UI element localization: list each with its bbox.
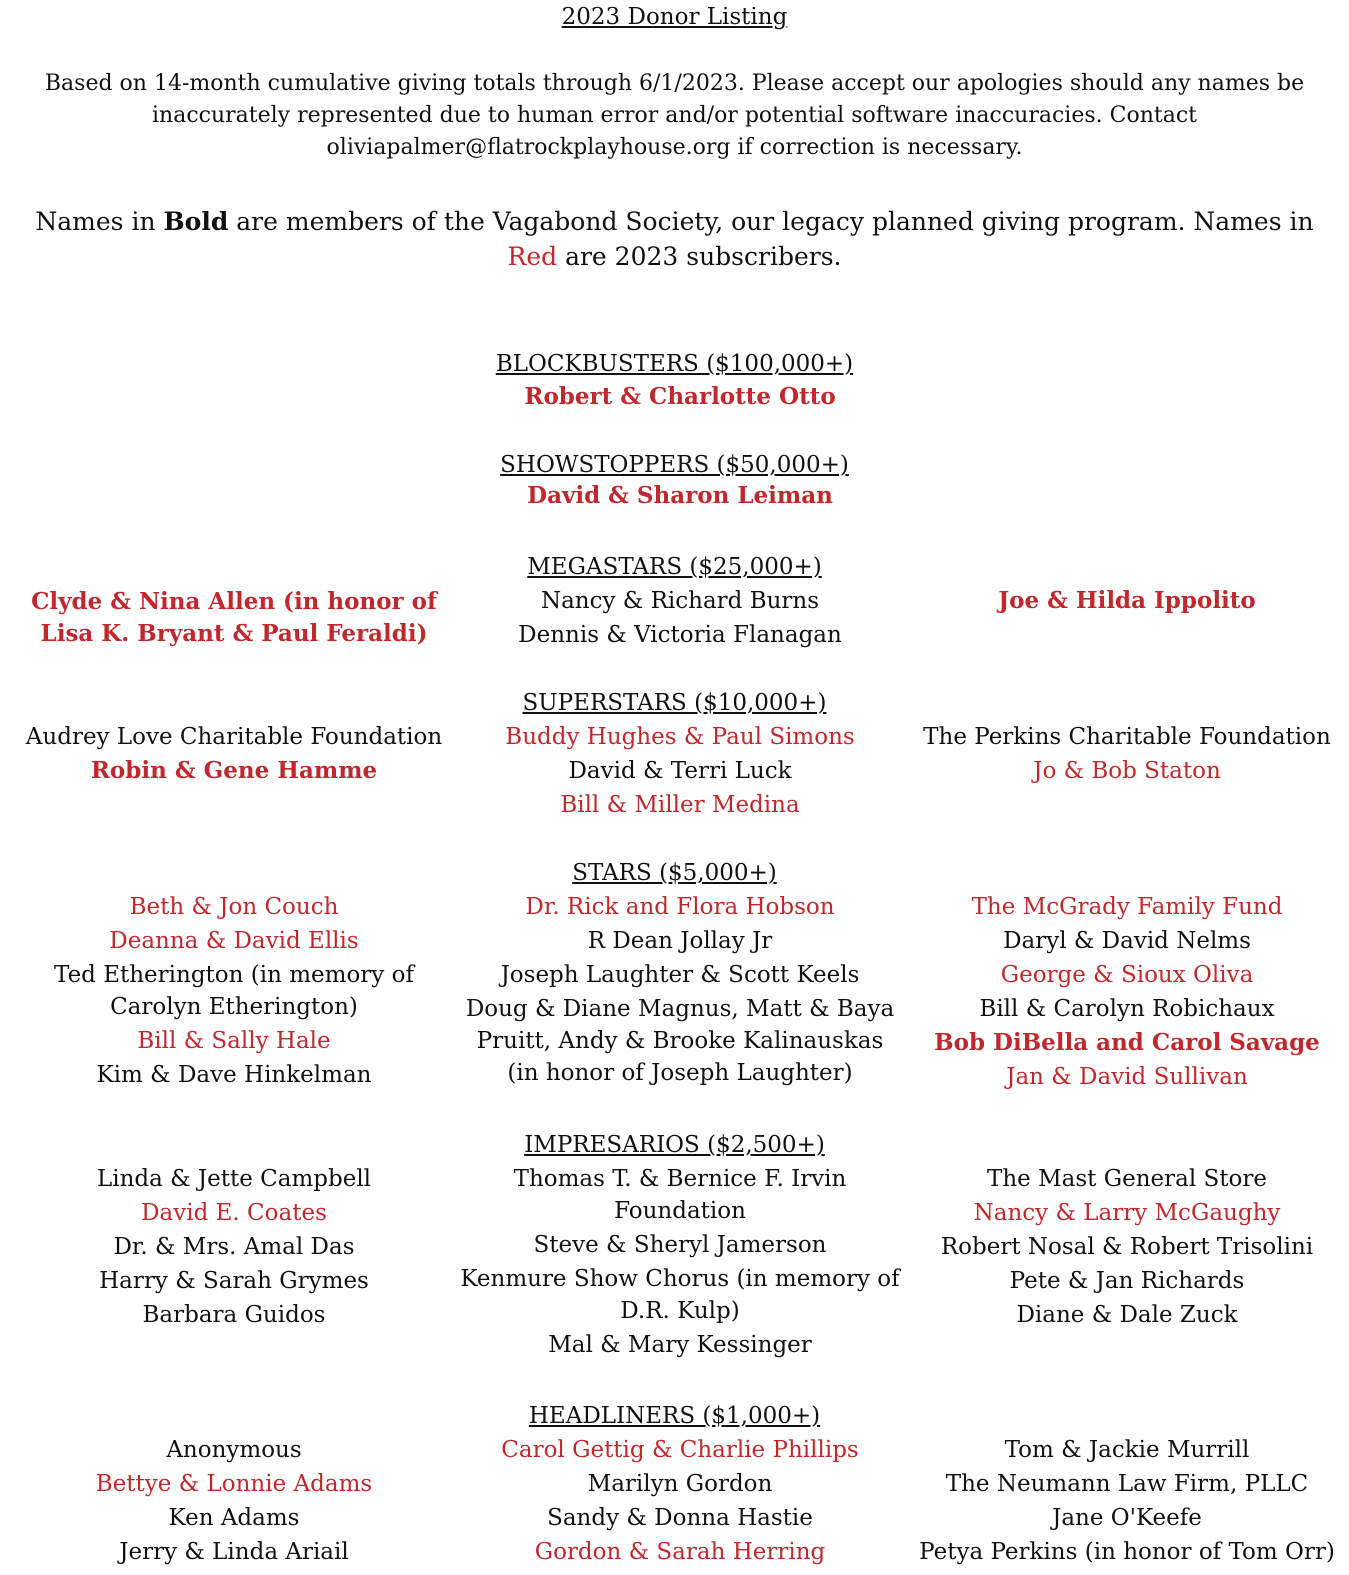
legend-bold-word: Bold (163, 207, 229, 236)
donor-name: David E. Coates (141, 1200, 327, 1226)
donor-name: Nancy & Richard Burns (540, 588, 820, 614)
left-column (14, 585, 454, 651)
donor-name: Daryl & David Nelms (1003, 928, 1251, 954)
donor-name: Beth & Jon Couch (129, 894, 339, 920)
donor-name: Nancy & Larry McGaughy (973, 1200, 1281, 1226)
donor-name: Mal & Mary Kessinger (548, 1332, 812, 1358)
legend-red-word: Red (507, 242, 558, 271)
intro-paragraph: Based on 14-month cumulative giving totals through 6/1/2023. Please accept our apologies should any names be inaccurately represented due to human error and/or potential software inaccuracies. Contact oliviapalmer@flatrockplayhouse.org if correction is necessary. (44, 71, 1305, 160)
document-title: 2023 Donor Listing (561, 4, 788, 30)
center-column (460, 1162, 900, 1362)
donor-name: Audrey Love Charitable Foundation (25, 724, 443, 750)
donor-name: Carol Gettig & Charlie Phillips (501, 1437, 859, 1463)
center-column (460, 584, 900, 652)
donor-name: Ken Adams (168, 1505, 300, 1531)
legend-text-1: Names in (35, 207, 164, 236)
donor-name: David & Sharon Leiman (527, 482, 833, 509)
right-column (908, 720, 1346, 788)
donor-name: Dr. & Mrs. Amal Das (113, 1234, 355, 1260)
donor-name: Ted Etherington (in memory of Carolyn Etherington) (54, 962, 414, 1020)
donor-name: Anonymous (166, 1437, 302, 1463)
donor-name: Bill & Sally Hale (137, 1028, 331, 1054)
donor-name: Dennis & Victoria Flanagan (518, 622, 842, 648)
tier-heading: MEGASTARS ($25,000+) (527, 554, 822, 580)
right-column (908, 1162, 1346, 1332)
donor-name: R Dean Jollay Jr (587, 928, 773, 954)
left-column (14, 1162, 454, 1332)
donor-name: Diane & Dale Zuck (1016, 1302, 1238, 1328)
donor-name: Bill & Carolyn Robichaux (979, 996, 1275, 1022)
donor-name: Thomas T. & Bernice F. Irvin Foundation (513, 1166, 847, 1224)
donor-name: Jerry & Linda Ariail (119, 1539, 349, 1565)
donor-name: Pete & Jan Richards (1009, 1268, 1245, 1294)
right-column (908, 890, 1346, 1094)
tier-heading: SUPERSTARS ($10,000+) (522, 690, 827, 716)
donor-name: Jan & David Sullivan (1006, 1064, 1248, 1090)
donor-name: George & Sioux Oliva (1000, 962, 1254, 988)
donor-name: Doug & Diane Magnus, Matt & Baya Pruitt, Andy & Brooke Kalinauskas (in honor of Joseph Laughter) (465, 996, 895, 1086)
donor-name: Joe & Hilda Ippolito (998, 587, 1256, 614)
donor-name: The Neumann Law Firm, PLLC (945, 1471, 1309, 1497)
donor-name: Buddy Hughes & Paul Simons (505, 724, 855, 750)
donor-name: Robert & Charlotte Otto (524, 383, 836, 410)
donor-name: Jane O'Keefe (1052, 1505, 1202, 1531)
donor-name: Joseph Laughter & Scott Keels (500, 962, 860, 988)
donor-name: Linda & Jette Campbell (96, 1166, 372, 1192)
right-column (908, 584, 1346, 618)
donor-name: Harry & Sarah Grymes (99, 1268, 369, 1294)
donor-name: David & Terri Luck (568, 758, 792, 784)
donor-name: Deanna & David Ellis (109, 928, 359, 954)
legend-text-2: are members of the Vagabond Society, our legacy planned giving program. Names in (228, 207, 1314, 236)
legend-paragraph (20, 204, 1329, 274)
donor-name: Jo & Bob Staton (1033, 758, 1221, 784)
tier-heading: SHOWSTOPPERS ($50,000+) (500, 452, 849, 478)
tier-heading: STARS ($5,000+) (572, 860, 777, 886)
tier-heading: BLOCKBUSTERS ($100,000+) (495, 351, 854, 377)
donor-name: The Mast General Store (987, 1166, 1267, 1192)
center-column (460, 479, 900, 513)
donor-name: Bettye & Lonnie Adams (95, 1471, 373, 1497)
donor-name: Petya Perkins (in honor of Tom Orr) (919, 1539, 1335, 1565)
donor-name: Barbara Guidos (142, 1302, 326, 1328)
right-column (908, 1433, 1346, 1569)
donor-name: Dr. Rick and Flora Hobson (525, 894, 835, 920)
center-column (460, 1433, 900, 1569)
donor-name: Gordon & Sarah Herring (534, 1539, 826, 1565)
donor-name: Kim & Dave Hinkelman (96, 1062, 372, 1088)
legend-text-3: are 2023 subscribers. (557, 242, 842, 271)
donor-name: Clyde & Nina Allen (in honor of Lisa K. Bryant & Paul Feraldi) (31, 588, 437, 647)
center-column (460, 720, 900, 822)
center-column (460, 890, 900, 1090)
donor-name: Robert Nosal & Robert Trisolini (940, 1234, 1314, 1260)
donor-name: The McGrady Family Fund (971, 894, 1283, 920)
donor-name: Robin & Gene Hamme (90, 757, 378, 784)
tier-heading: IMPRESARIOS ($2,500+) (524, 1132, 825, 1158)
donor-name: Kenmure Show Chorus (in memory of D.R. Kulp) (460, 1266, 900, 1324)
center-column (460, 380, 900, 414)
donor-name: Sandy & Donna Hastie (547, 1505, 813, 1531)
donor-name: The Perkins Charitable Foundation (923, 724, 1331, 750)
donor-name: Bob DiBella and Carol Savage (934, 1029, 1320, 1056)
left-column (14, 1433, 454, 1569)
donor-name: Steve & Sheryl Jamerson (533, 1232, 827, 1258)
left-column (14, 720, 454, 788)
tier-heading: HEADLINERS ($1,000+) (528, 1403, 821, 1429)
donor-name: Marilyn Gordon (587, 1471, 773, 1497)
donor-name: Bill & Miller Medina (560, 792, 800, 818)
left-column (14, 890, 454, 1092)
donor-name: Tom & Jackie Murrill (1004, 1437, 1250, 1463)
